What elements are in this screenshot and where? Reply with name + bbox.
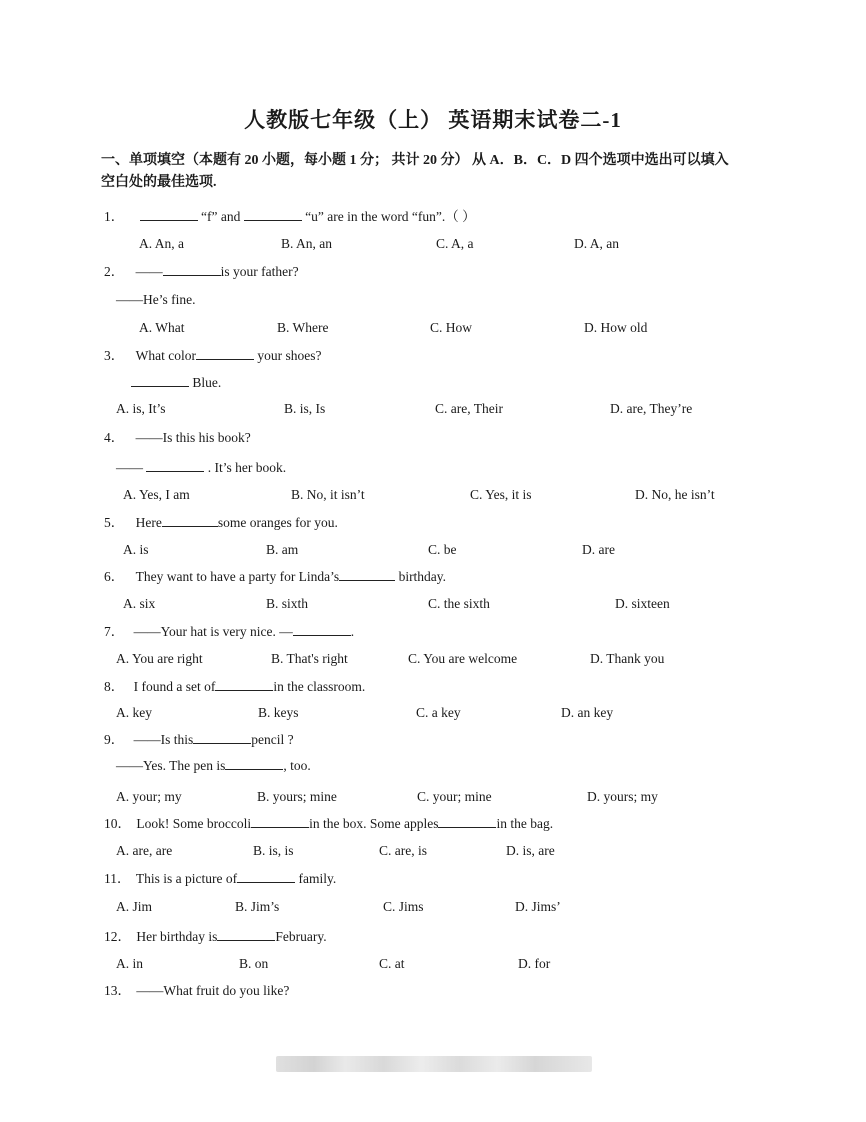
question-5 [104,513,338,532]
option-a[interactable]: A. What [139,320,185,335]
question-number: 2． [104,264,125,279]
question-text: ——Your hat is very nice. — [133,624,293,639]
question-8 [104,677,365,696]
option-d[interactable]: D. are, They’re [610,401,693,416]
option-d[interactable]: D. No, he isn’t [635,487,715,502]
option-a[interactable]: A. key [116,705,152,720]
page-title: 人教版七年级（上） 英语期末试卷二-1 [244,108,622,132]
question-number: 11． [104,871,131,886]
question-text: “u” are in the word “fun”.（ ） [305,209,476,224]
answer-blank[interactable] [140,207,198,221]
question-number: 10． [104,816,131,831]
question-text: Here [135,515,162,530]
blurred-footer-watermark [276,1056,592,1072]
question-9 [104,730,294,749]
option-c[interactable]: C. A, a [436,236,474,251]
answer-blank[interactable] [162,513,218,527]
option-b[interactable]: B. Where [277,320,329,335]
option-a[interactable]: A. An, a [139,236,184,251]
question-13 [104,982,289,1000]
option-a[interactable]: A. is [123,542,149,557]
question-number: 3． [104,348,125,363]
question-number: 12． [104,929,131,944]
option-d[interactable]: D. is, are [506,843,555,858]
question-text: some oranges for you. [217,515,338,530]
question-12 [104,927,327,946]
question-text: I found a set of [133,679,216,694]
question-text: pencil ? [251,732,294,747]
question-6 [104,567,446,586]
question-text: your shoes? [257,348,322,363]
option-b[interactable]: B. No, it isn’t [291,487,365,502]
option-b[interactable]: B. is, is [253,843,294,858]
section-line-1: 一、单项填空（本题有 20 小题，每小题 1 分； 共计 20 分） 从 A．B．C．D 四个选项中选出可以填入 [101,153,729,168]
question-text: ——Is this [133,732,194,747]
question-text: —— [135,264,163,279]
question-text: ——Is this his book? [135,430,251,445]
answer-blank[interactable] [215,677,273,691]
option-d[interactable]: D. sixteen [615,596,670,611]
option-b[interactable]: B. sixth [266,596,309,611]
option-b[interactable]: B. keys [258,705,299,720]
question-7 [104,622,354,641]
answer-blank[interactable] [225,756,283,770]
question-4-response [116,458,286,477]
question-2-response: ——He’s fine. [116,292,196,307]
answer-blank[interactable] [244,207,302,221]
option-b[interactable]: B. Jim’s [235,899,280,914]
question-text: birthday. [398,569,447,584]
question-text: “f” and [201,209,241,224]
option-d[interactable]: D. are [582,542,615,557]
option-c[interactable]: C. a key [416,705,461,720]
option-d[interactable]: D. Jims’ [515,899,561,914]
question-number: 4． [104,430,125,445]
question-11 [104,869,336,888]
question-number: 6． [104,569,125,584]
question-2 [104,262,299,281]
option-b[interactable]: B. yours; mine [257,789,337,804]
answer-blank[interactable] [293,622,351,636]
question-text: Look! Some broccoli [136,816,252,831]
answer-blank[interactable] [163,262,221,276]
option-c[interactable]: C. be [428,542,457,557]
question-10 [104,814,553,833]
answer-blank[interactable] [237,869,295,883]
section-instructions [101,150,771,194]
option-a[interactable]: A. six [123,596,156,611]
section-line-2: 空白处的最佳选项. [101,175,217,190]
option-b[interactable]: B. am [266,542,299,557]
option-c[interactable]: C. You are welcome [408,651,518,666]
question-text: This is a picture of [135,871,238,886]
question-3 [104,346,321,365]
question-9-response [116,756,311,775]
option-c[interactable]: C. are, Their [435,401,503,416]
answer-blank[interactable] [339,567,395,581]
question-text: They want to have a party for Linda’s [135,569,340,584]
answer-blank[interactable] [193,730,251,744]
option-c[interactable]: C. Yes, it is [470,487,532,502]
response-text: ——Yes. The pen is [116,758,226,773]
option-a[interactable]: A. are, are [116,843,173,858]
option-c[interactable]: C. your; mine [417,789,492,804]
option-d[interactable]: D. How old [584,320,648,335]
option-c[interactable]: C. the sixth [428,596,490,611]
option-b[interactable]: B. on [239,956,269,971]
option-a[interactable]: A. your; my [116,789,182,804]
option-b[interactable]: B. That's right [271,651,348,666]
option-d[interactable]: D. for [518,956,551,971]
question-text: February. [275,929,327,944]
question-number: 7． [104,624,125,639]
question-number: 9． [104,732,125,747]
answer-blank[interactable] [131,373,189,387]
option-d[interactable]: D. Thank you [590,651,665,666]
question-text: What color [135,348,196,363]
question-text: Her birthday is [136,929,218,944]
response-text: , too. [283,758,311,773]
option-b[interactable]: B. is, Is [284,401,326,416]
question-text: is your father? [220,264,299,279]
option-c[interactable]: C. Jims [383,899,424,914]
question-text: in the bag. [496,816,554,831]
answer-blank[interactable] [196,346,254,360]
question-number: 13． [104,983,131,998]
question-number: 8． [104,679,125,694]
question-3-response [131,373,221,392]
response-text: Blue. [192,375,222,390]
question-4 [104,429,251,447]
option-a[interactable]: A. in [116,956,143,971]
option-d[interactable]: D. A, an [574,236,619,251]
response-dash: —— [116,460,143,475]
response-text: . It’s her book. [207,460,287,475]
option-c[interactable]: C. How [430,320,473,335]
question-number: 5． [104,515,125,530]
option-a[interactable]: A. Jim [116,899,153,914]
question-text: in the classroom. [273,679,366,694]
answer-blank[interactable] [146,458,204,472]
option-c[interactable]: C. are, is [379,843,427,858]
question-number: 1． [104,209,125,224]
answer-blank[interactable] [217,927,275,941]
question-text: in the box. Some apples [309,816,439,831]
option-c[interactable]: C. at [379,956,405,971]
option-a[interactable]: A. is, It’s [116,401,166,416]
question-text: ——What fruit do you like? [136,983,290,998]
question-1 [104,207,476,226]
question-text: . [350,624,355,639]
option-b[interactable]: B. An, an [281,236,333,251]
answer-blank[interactable] [438,814,496,828]
option-d[interactable]: D. yours; my [587,789,658,804]
option-a[interactable]: A. You are right [116,651,203,666]
option-d[interactable]: D. an key [561,705,614,720]
option-a[interactable]: A. Yes, I am [123,487,190,502]
answer-blank[interactable] [251,814,309,828]
question-text: family. [298,871,337,886]
